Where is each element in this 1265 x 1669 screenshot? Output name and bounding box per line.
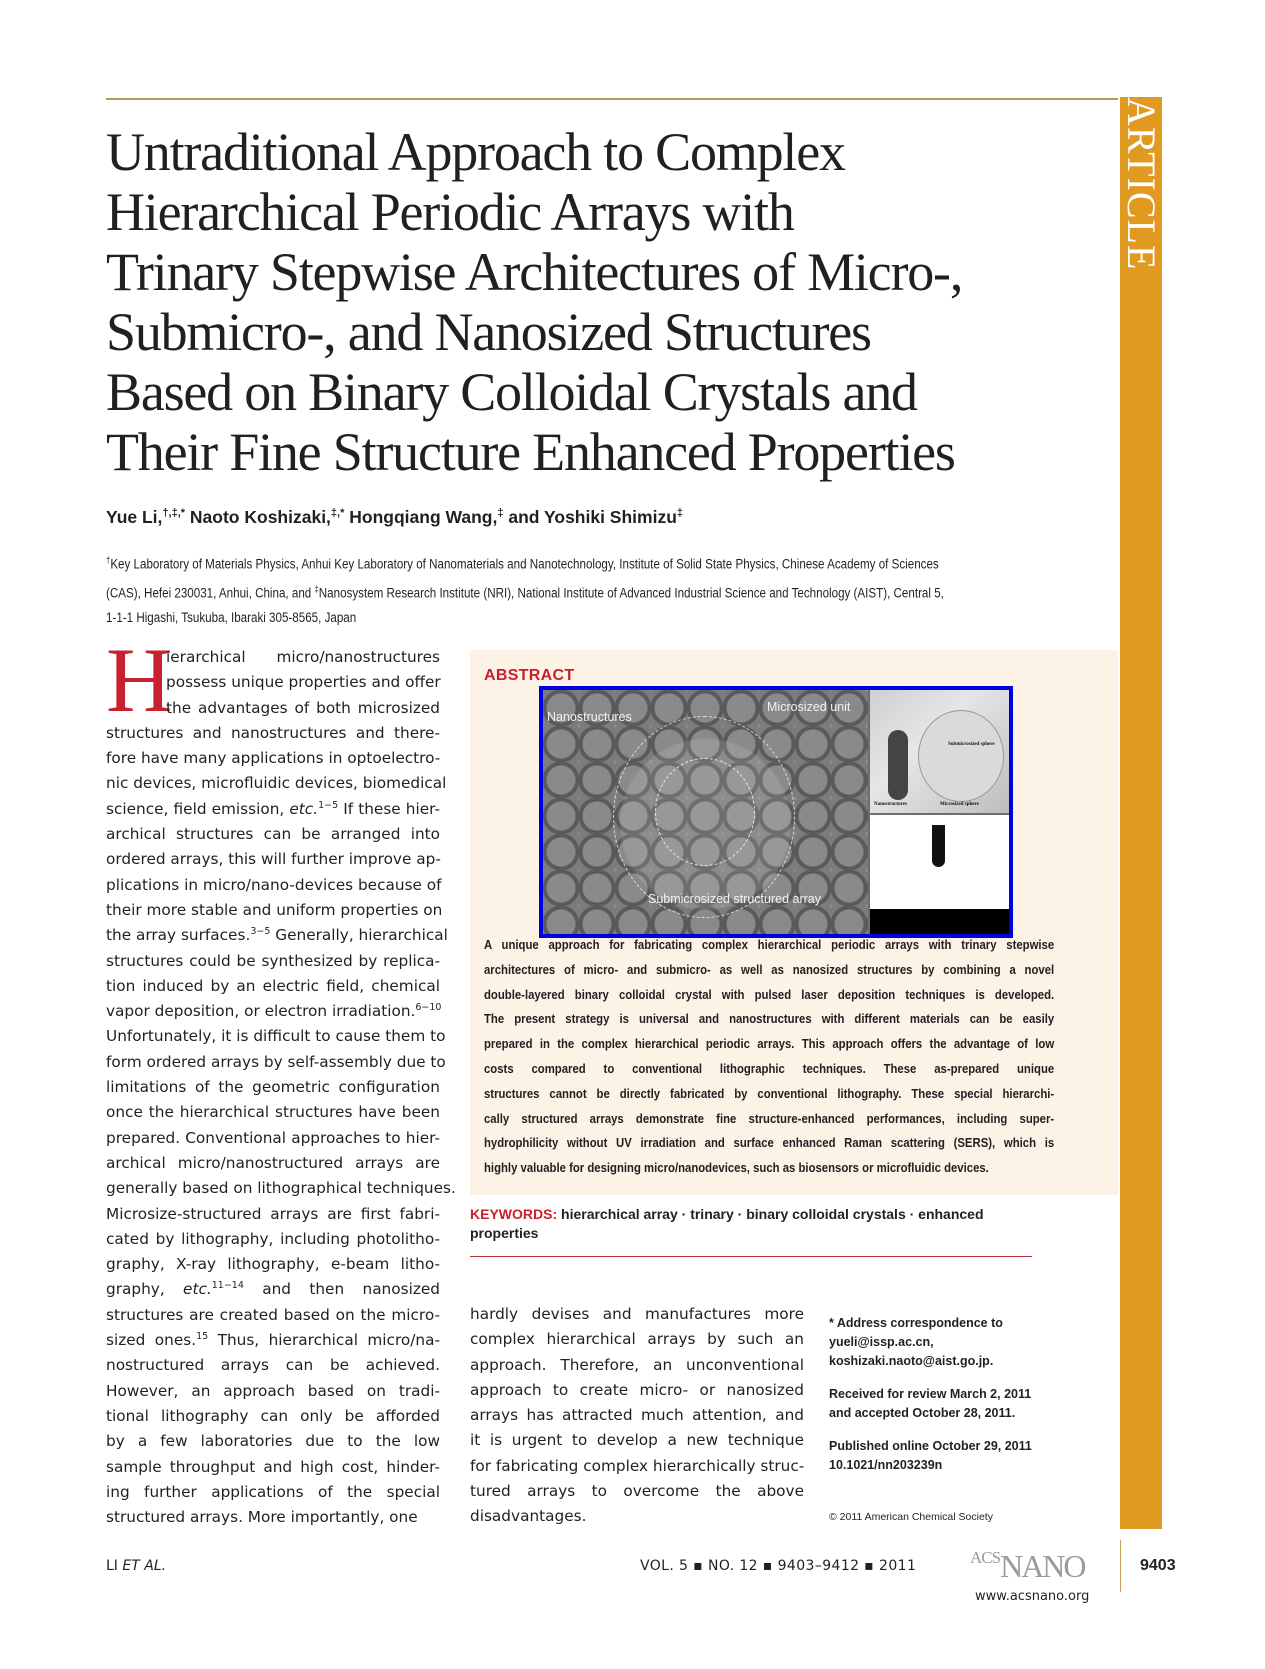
title-line: Submicro-, and Nanosized Structures xyxy=(106,302,871,362)
text-line: structures are created based on the micro- xyxy=(106,1305,440,1324)
text-line: plications in micro/nano-devices because of xyxy=(106,875,442,894)
text-line: ing further applications of the special xyxy=(106,1482,440,1501)
text-line: prepared in the complex hierarchical periodic arrays. This approach offers the advantage of low xyxy=(484,1036,1055,1052)
text-line: Unfortunately, it is difficult to cause them to xyxy=(106,1027,446,1046)
drop-cap: H xyxy=(106,629,173,731)
text-line: graphy, etc.$^{11-14}$ and then nanosized xyxy=(106,1280,440,1299)
text-line: disadvantages. xyxy=(470,1507,587,1526)
text-line: structures and nanostructures and there- xyxy=(106,723,440,742)
footer-divider xyxy=(1120,1540,1121,1592)
running-author-name: LI xyxy=(106,1558,123,1574)
text-line: highly valuable for designing micro/nanodevices, such as biosensors or microfluidic devices. xyxy=(484,1160,989,1176)
text-line: structures cannot be directly fabricated by conventional lithography. These special hierarchi- xyxy=(484,1085,1055,1101)
author-name: Yue Li, xyxy=(106,507,163,527)
text-line: sized ones.$^{15}$ Thus, hierarchical micro/na- xyxy=(106,1330,440,1350)
published-note xyxy=(829,1437,1059,1475)
running-author-etal: ET AL. xyxy=(122,1558,167,1574)
tem-label-submicro: Submicrosized sphere xyxy=(948,742,995,747)
keywords-rule xyxy=(470,1256,1032,1257)
water-contact-angle-image xyxy=(870,815,1009,934)
text-line: science, field emission, etc.$^{1-5}$ If these hier- xyxy=(106,799,440,818)
keywords xyxy=(470,1205,1030,1243)
title-line: Trinary Stepwise Architectures of Micro-, xyxy=(106,242,963,302)
received-line: Received for review March 2, 2011 xyxy=(829,1387,1032,1401)
submicro-unit-outline xyxy=(655,758,755,866)
affiliation-text: Key Laboratory of Materials Physics, Anhui Key Laboratory of Nanomaterials and Nanotechnology, Institute of Solid State Physics, Chinese Academy of Sciences xyxy=(110,556,939,572)
text-line: complex hierarchical arrays by such an xyxy=(470,1330,804,1349)
author-name: Naoto Koshizaki, xyxy=(189,507,331,527)
affiliation-text: (CAS), Hefei 230031, Anhui, China, and xyxy=(106,585,315,600)
tem-label-micro: Microsized sphere xyxy=(940,802,979,807)
title-line: Based on Binary Colloidal Crystals and xyxy=(106,362,917,422)
received-note xyxy=(829,1385,1059,1423)
affiliation-line xyxy=(106,577,1026,606)
title-line: Hierarchical Periodic Arrays with xyxy=(106,182,794,242)
author-marks: ‡ xyxy=(676,507,684,520)
keywords-list: hierarchical array · trinary · binary colloidal crystals · enhanced properties xyxy=(470,1206,984,1241)
text-line: form ordered arrays by self-assembly due to xyxy=(106,1052,446,1071)
text-line: Microsize-structured arrays are first fabri- xyxy=(106,1204,440,1223)
tem-nanostructure xyxy=(888,730,908,800)
article-sidenotes xyxy=(829,1314,1059,1489)
affiliation-mark: ‡ xyxy=(314,583,319,594)
text-line: nostructured arrays can be achieved. xyxy=(106,1356,440,1375)
text-line: The present strategy is universal and nanostructures with different materials can be easily xyxy=(484,1011,1055,1027)
text-line: However, an approach based on tradi- xyxy=(106,1381,440,1400)
text-line: arrays has attracted much attention, and xyxy=(470,1406,804,1425)
text-line: cally structured arrays demonstrate fine structure-enhanced performances, including super- xyxy=(484,1110,1055,1126)
page-number: 9403 xyxy=(1140,1557,1176,1574)
correspondence-line: * Address correspondence to xyxy=(829,1316,1003,1330)
author-name: Hongqiang Wang, xyxy=(349,507,498,527)
text-line: the array surfaces.$^{3-5}$ Generally, hierarchical xyxy=(106,926,448,945)
text-line: approach. Therefore, an unconventional xyxy=(470,1355,804,1374)
text-line: their more stable and uniform properties on xyxy=(106,900,443,919)
title-line: Their Fine Structure Enhanced Properties xyxy=(106,422,955,482)
author-marks: ‡,* xyxy=(330,507,345,520)
logo-nano: NANO xyxy=(1000,1548,1085,1584)
journal-url-link[interactable]: www.acsnano.org xyxy=(975,1589,1090,1604)
substrate-surface xyxy=(870,909,1009,934)
text-line: possess unique properties and offer xyxy=(166,673,441,692)
abstract-text xyxy=(484,933,1054,1181)
author-name: and Yoshiki Shimizu xyxy=(508,507,677,527)
tem-micrograph xyxy=(870,690,1009,813)
figure-label-microsized-unit: Microsized unit xyxy=(767,700,851,714)
logo-acs: ACS xyxy=(970,1548,1001,1567)
body-left-column xyxy=(106,645,456,1530)
figure-label-submicro-array: Submicrosized structured array xyxy=(648,892,821,906)
email-link[interactable]: koshizaki.naoto@aist.go.jp. xyxy=(829,1354,994,1368)
text-line: hardly devises and manufactures more xyxy=(470,1305,804,1323)
text-line: architectures of micro- and submicro- as well as nanosized structures by combining a novel xyxy=(484,961,1055,977)
text-line: it is urgent to develop a new technique xyxy=(470,1431,804,1450)
author-marks: †,‡,* xyxy=(162,507,186,520)
text-line: sample throughput and high cost, hinder- xyxy=(106,1457,440,1476)
section-band-text: ARTICLE xyxy=(1119,97,1164,271)
accepted-line: and accepted October 28, 2011. xyxy=(829,1406,1016,1420)
text-line: costs compared to conventional lithographic techniques. These as-prepared unique xyxy=(484,1060,1055,1076)
tem-sphere xyxy=(918,710,1004,802)
text-line: archical structures can be arranged into xyxy=(106,825,440,844)
affiliation-line xyxy=(106,605,1026,630)
text-line: archical micro/nanostructured arrays are xyxy=(106,1153,440,1172)
text-line: generally based on lithographical techniques. xyxy=(106,1179,456,1198)
text-line: cated by lithography, including photolitho- xyxy=(106,1229,440,1248)
text-line: approach to create micro- or nanosized xyxy=(470,1380,804,1399)
text-line: nic devices, microfluidic devices, biomedical xyxy=(106,774,447,793)
text-line: ordered arrays, this will further improve ap- xyxy=(106,850,441,869)
affiliation-text: 1-1-1 Higashi, Tsukuba, Ibaraki 305-8565, Japan xyxy=(106,610,357,625)
email-link[interactable]: yueli@issp.ac.cn, xyxy=(829,1335,934,1349)
text-line: structures could be synthesized by replica- xyxy=(106,951,440,970)
published-date: Published online October 29, 2011 xyxy=(829,1439,1032,1453)
text-line: the advantages of both microsized xyxy=(166,698,440,717)
text-line: tion induced by an electric field, chemical xyxy=(106,976,440,995)
running-author xyxy=(106,1558,166,1574)
top-rule xyxy=(106,98,1118,100)
affiliation-line xyxy=(106,548,1026,577)
droplet-needle xyxy=(932,825,945,867)
text-line: graphy, X-ray lithography, e-beam litho- xyxy=(106,1255,440,1274)
title-line: Untraditional Approach to Complex xyxy=(106,122,845,182)
article-section-label xyxy=(1120,97,1162,327)
keywords-label: KEYWORDS: xyxy=(470,1206,558,1222)
text-line: hydrophilicity without UV irradiation and surface enhanced Raman scattering (SERS), which is xyxy=(484,1135,1055,1151)
text-line: for fabricating complex hierarchically struc- xyxy=(470,1456,805,1475)
toc-graphic xyxy=(539,686,1013,938)
text-line: limitations of the geometric configuration xyxy=(106,1078,440,1097)
text-line: once the hierarchical structures have been xyxy=(106,1103,440,1122)
author-marks: ‡ xyxy=(497,507,504,520)
copyright-notice: © 2011 American Chemical Society xyxy=(829,1511,993,1523)
abstract-heading: ABSTRACT xyxy=(484,667,575,684)
tem-label-nano: Nanostructures xyxy=(874,802,907,807)
affiliation-mark: † xyxy=(106,555,111,565)
text-line: structured arrays. More importantly, one xyxy=(106,1508,418,1527)
text-line: A unique approach for fabricating complex hierarchical periodic arrays with trinary stepwise xyxy=(484,937,1055,952)
affiliations xyxy=(106,548,1026,630)
text-line: tional lithography can only be afforded xyxy=(106,1406,440,1425)
figure-label-nanostructures: Nanostructures xyxy=(547,710,632,724)
body-middle-column xyxy=(470,1302,804,1530)
author-list xyxy=(106,507,683,528)
acs-nano-logo xyxy=(970,1548,1085,1585)
correspondence-note xyxy=(829,1314,1059,1371)
doi-link[interactable]: 10.1021/nn203239n xyxy=(829,1458,943,1472)
text-line: double-layered binary colloidal crystal with pulsed laser deposition techniques is developed. xyxy=(484,986,1055,1002)
sem-micrograph xyxy=(543,690,868,934)
text-line: ierarchical micro/nanostructures xyxy=(166,648,440,666)
text-line: fore have many applications in optoelectro- xyxy=(106,749,441,768)
text-line: prepared. Conventional approaches to hier- xyxy=(106,1128,440,1147)
article-title xyxy=(106,122,1066,482)
journal-citation: VOL. 5 ▪ NO. 12 ▪ 9403–9412 ▪ 2011 xyxy=(640,1558,917,1574)
text-line: tured arrays to overcome the above xyxy=(470,1482,804,1501)
text-line: vapor deposition, or electron irradiation.$^{6-10}$ xyxy=(106,1002,442,1021)
affiliation-text: Nanosystem Research Institute (NRI), National Institute of Advanced Industrial Science and Technology (AIST), Central 5, xyxy=(318,585,944,600)
text-line: by a few laboratories due to the low xyxy=(106,1432,440,1451)
